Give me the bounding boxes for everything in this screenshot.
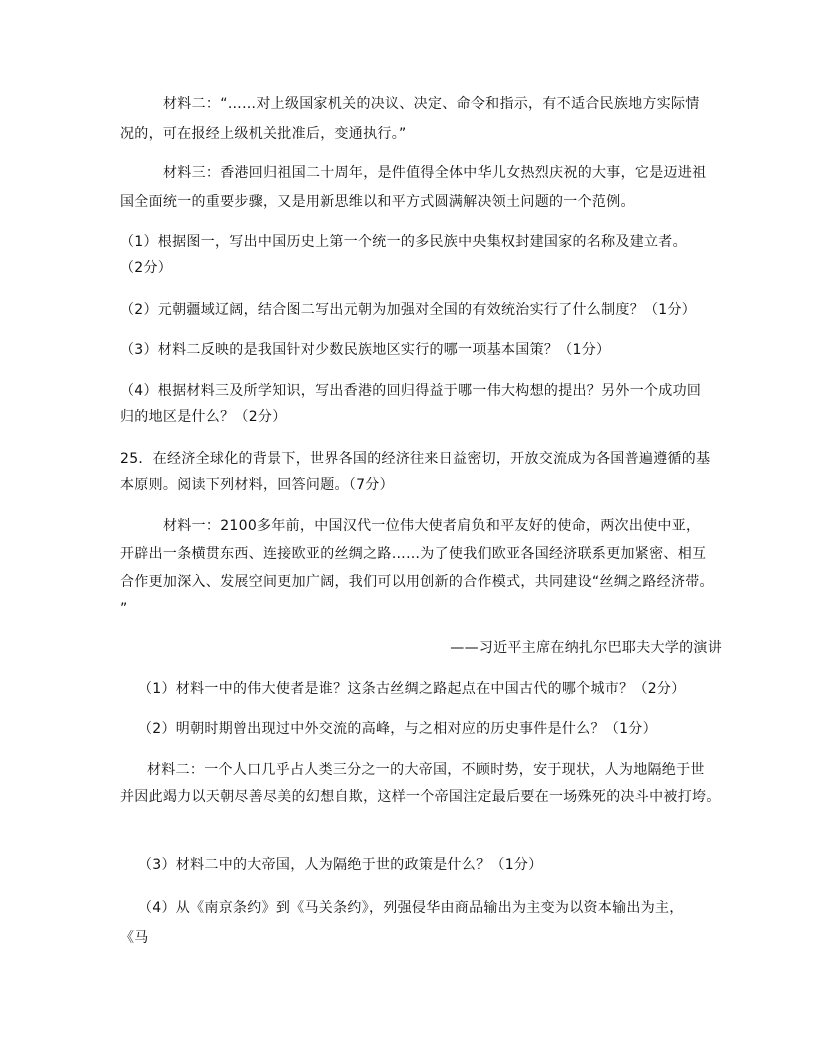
material-2b-line-1: 材料二：一个人口几乎占人类三分之一的大帝国，不顾时势，安于现状，人为地隔绝于世: [147, 762, 705, 778]
material-3-line-1: 材料三：香港回归祖国二十周年，是件值得全体中华儿女热烈庆祝的大事，它是迈进祖: [163, 165, 707, 181]
question-25-3: （3）材料二中的大帝国，人为隔绝于世的政策是什么？（1分）: [138, 857, 543, 873]
question-25-stem-line-2: 本原则。阅读下列材料，回答问题。（7分）: [120, 477, 394, 493]
question-24-4-line-1: （4）根据材料三及所学知识，写出香港的回归得益于哪一伟大构想的提出？另外一个成功回: [120, 383, 702, 399]
material-1-line-3: 合作更加深入、发展空间更加广阔，我们可以用创新的合作模式，共同建设“丝绸之路经济带。: [120, 574, 714, 590]
question-24-1-line-2: （2分）: [120, 260, 173, 276]
question-24-1-line-1: （1）根据图一，写出中国历史上第一个统一的多民族中央集权封建国家的名称及建立者。: [120, 234, 687, 250]
material-2-line-1: 材料二：“……对上级国家机关的决议、决定、命令和指示，有不适合民族地方实际情: [163, 96, 700, 112]
question-25-4-line-1: （4）从《南京条约》到《马关条约》，列强侵华由商品输出为主变为以资本输出为主，: [138, 900, 684, 916]
question-25-stem-line-1: 25．在经济全球化的背景下，世界各国的经济往来日益密切，开放交流成为各国普遍遵循的基: [120, 451, 711, 467]
question-25-4-line-2: 《马: [120, 930, 149, 946]
material-2b-line-2: 并因此竭力以天朝尽善尽美的幻想自欺，这样一个帝国注定最后要在一场殊死的决斗中被打垮。: [120, 789, 721, 805]
question-24-3: （3）材料二反映的是我国针对少数民族地区实行的哪一项基本国策？（1分）: [120, 342, 611, 358]
question-25-1: （1）材料一中的伟大使者是谁？这条古丝绸之路起点在中国古代的哪个城市？（2分）: [138, 681, 686, 697]
material-1-line-1: 材料一：2100多年前，中国汉代一位伟大使者肩负和平友好的使命，两次出使中亚，: [163, 518, 701, 534]
material-2-line-2: 况的，可在报经上级机关批准后，变通执行。”: [120, 126, 407, 142]
material-1-source: ——习近平主席在纳扎尔巴耶夫大学的演讲: [450, 640, 722, 656]
question-24-4-line-2: 归的地区是什么？（2分）: [120, 409, 287, 425]
material-3-line-2: 国全面统一的重要步骤，又是用新思维以和平方式圆满解决领土问题的一个范例。: [120, 194, 635, 210]
question-24-2: （2）元朝疆域辽阔，结合图二写出元朝为加强对全国的有效统治实行了什么制度？（1分）: [120, 302, 697, 318]
question-25-2: （2）明朝时期曾出现过中外交流的高峰，与之相对应的历史事件是什么？（1分）: [138, 721, 657, 737]
material-1-line-2: 开辟出一条横贯东西、连接欧亚的丝绸之路……为了使我们欧亚各国经济联系更加紧密、相互: [120, 546, 707, 562]
material-1-line-4: ”: [120, 601, 128, 617]
